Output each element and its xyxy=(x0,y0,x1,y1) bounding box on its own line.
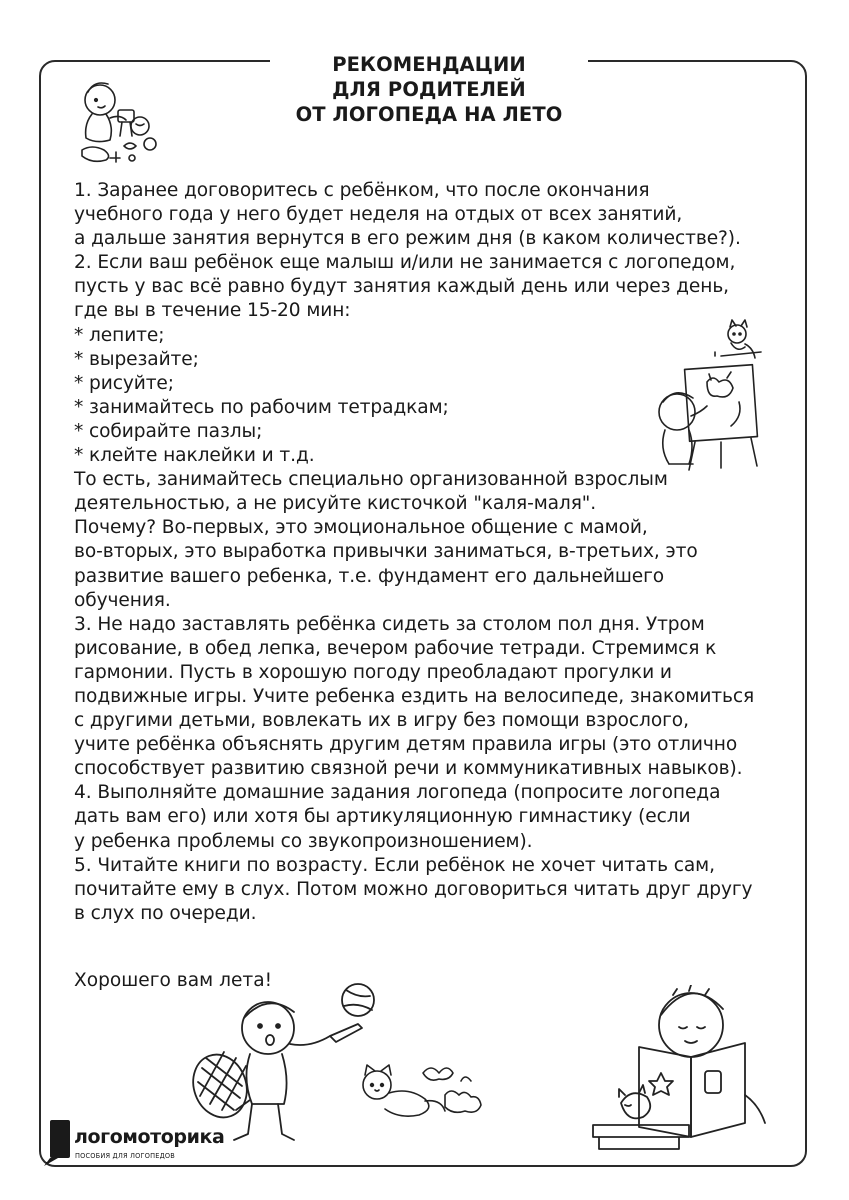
text-line: во-вторых, это выработка привычки заниматься, в-третьих, это xyxy=(74,541,698,563)
text-line: * лепите; xyxy=(74,324,165,346)
title-line-2: ДЛЯ РОДИТЕЛЕЙ xyxy=(332,78,526,101)
text-line: пусть у вас всё равно будут занятия каждый день или через день, xyxy=(74,276,729,298)
text-line: в слух по очереди. xyxy=(74,902,257,924)
text-line: То есть, занимайтесь специально организованной взрослым xyxy=(74,469,668,491)
text-line: учите ребёнка объяснять другим детям правила игры (это отлично xyxy=(74,734,738,756)
page-title xyxy=(250,52,608,127)
text-line: * клейте наклейки и т.д. xyxy=(74,445,315,467)
child-playing-illustration xyxy=(70,70,170,170)
text-line: способствует развитию связной речи и коммуникативных навыков). xyxy=(74,758,743,780)
text-line: деятельностью, а не рисуйте кисточкой "каля-маля". xyxy=(74,493,597,515)
text-line: Почему? Во-первых, это эмоциональное общение с мамой, xyxy=(74,517,648,539)
closing-greeting: Хорошего вам лета! xyxy=(74,970,273,991)
logo-subtitle: ПОСОБИЯ ДЛЯ ЛОГОПЕДОВ xyxy=(75,1151,175,1160)
text-line: 1. Заранее договоритесь с ребёнком, что после окончания xyxy=(74,180,650,201)
title-line-1: РЕКОМЕНДАЦИИ xyxy=(332,53,526,76)
text-line: с другими детьми, вовлекать их в игру без помощи взрослого, xyxy=(74,710,689,732)
text-line: развитие вашего ребенка, т.е. фундамент его дальнейшего xyxy=(74,565,665,587)
brand-logo xyxy=(44,1118,225,1174)
text-line: рисование, в обед лепка, вечером рабочие тетради. Стремимся к xyxy=(74,637,717,659)
text-line: * занимайтесь по рабочим тетрадкам; xyxy=(74,396,449,418)
title-line-3: ОТ ЛОГОПЕДА НА ЛЕТО xyxy=(295,103,563,126)
text-line: дать вам его) или хотя бы артикуляционную гимнастику (если xyxy=(74,806,691,828)
text-line: * собирайте пазлы; xyxy=(74,420,263,442)
recommendations-text xyxy=(74,179,794,926)
text-line: * вырезайте; xyxy=(74,348,199,370)
text-line: 5. Читайте книги по возрасту. Если ребёнок не хочет читать сам, xyxy=(74,854,715,876)
text-line: а дальше занятия вернутся в его режим дня (в каком количестве?). xyxy=(74,228,741,250)
text-line: у ребенка проблемы со звукопроизношением). xyxy=(74,830,533,852)
child-reading-book-illustration xyxy=(585,985,775,1157)
text-line: обучения. xyxy=(74,589,171,611)
text-line: гармонии. Пусть в хорошую погоду преобладают прогулки и xyxy=(74,661,672,683)
text-line: 3. Не надо заставлять ребёнка сидеть за столом пол дня. Утром xyxy=(74,613,705,635)
text-line: 4. Выполняйте домашние задания логопеда (попросите логопеда xyxy=(74,782,721,804)
text-line: где вы в течение 15-20 мин: xyxy=(74,300,351,322)
text-line: почитайте ему в слух. Потом можно договориться читать друг другу xyxy=(74,878,753,900)
text-line: 2. Если ваш ребёнок еще малыш и/или не занимается с логопедом, xyxy=(74,252,736,274)
text-line: подвижные игры. Учите ребенка ездить на велосипеде, знакомиться xyxy=(74,685,755,707)
text-line: * рисуйте; xyxy=(74,372,174,394)
logo-name: логомоторика xyxy=(74,1126,225,1148)
text-line: учебного года у него будет неделя на отдых от всех занятий, xyxy=(74,204,683,226)
kitten-butterfly-illustration xyxy=(345,1055,495,1125)
logo-mark-icon xyxy=(44,1118,72,1170)
